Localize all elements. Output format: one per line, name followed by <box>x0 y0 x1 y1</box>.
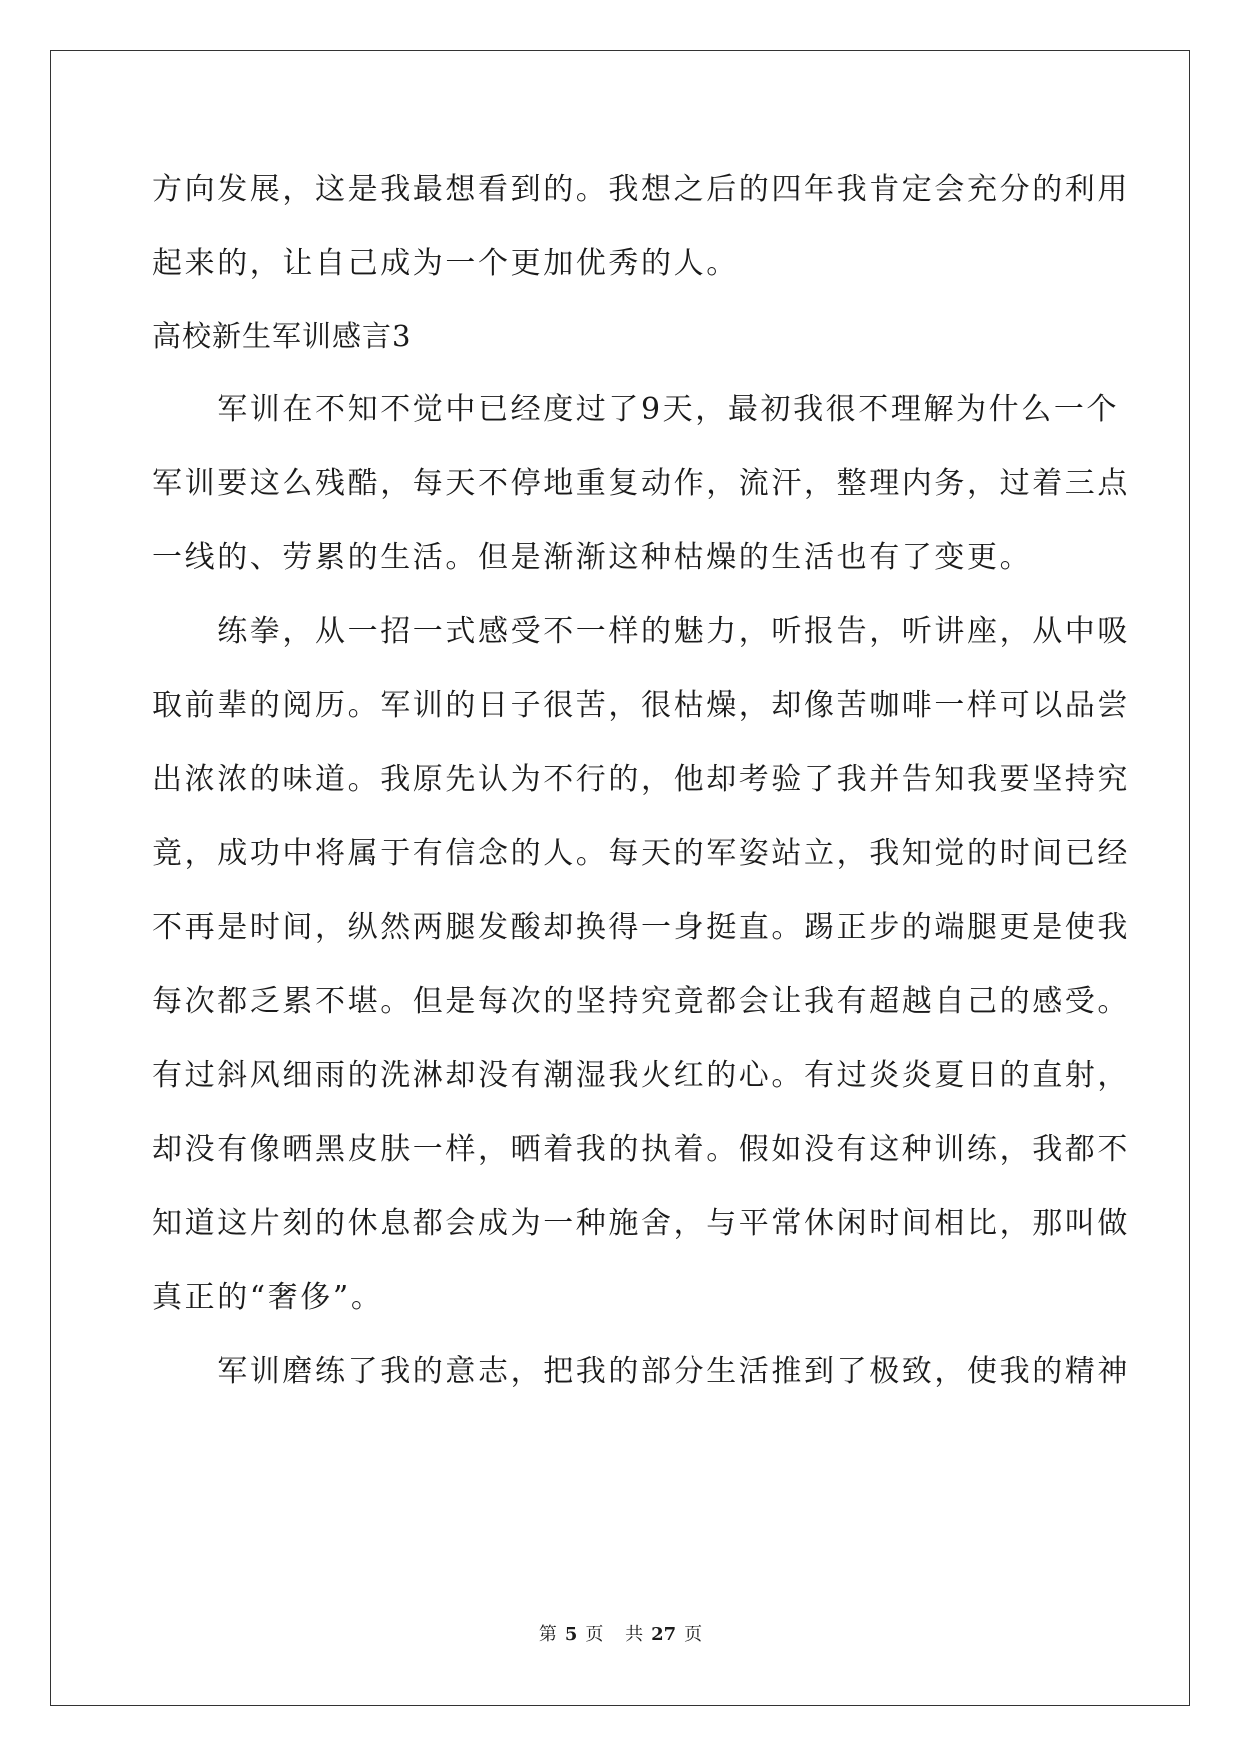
paragraph-line: 练拳，从一招一式感受不一样的魅力，听报告，听讲座，从中吸 <box>152 614 1130 649</box>
paragraph-line: 一线的、劳累的生活。但是渐渐这种枯燥的生活也有了变更。 <box>152 540 1033 575</box>
paragraph-line: 竟，成功中将属于有信念的人。每天的军姿站立，我知觉的时间已经 <box>152 836 1130 871</box>
page-number: 5 <box>564 1624 578 1645</box>
paragraph-line: 知道这片刻的休息都会成为一种施舍，与平常休闲时间相比，那叫做 <box>152 1206 1130 1241</box>
paragraph-line: 方向发展，这是我最想看到的。我想之后的四年我肯定会充分的利用 <box>152 172 1130 207</box>
total-suffix: 页 <box>684 1624 703 1645</box>
paragraph-line: 有过斜风细雨的洗淋却没有潮湿我火红的心。有过炎炎夏日的直射， <box>152 1058 1130 1093</box>
paragraph-line: 军训磨练了我的意志，把我的部分生活推到了极致，使我的精神 <box>152 1354 1130 1389</box>
page-footer <box>0 1620 1241 1646</box>
paragraph-line: 每次都乏累不堪。但是每次的坚持究竟都会让我有超越自己的感受。 <box>152 984 1130 1019</box>
section-heading: 高校新生军训感言3 <box>152 319 412 353</box>
page-suffix: 页 <box>585 1624 604 1645</box>
paragraph-line: 出浓浓的味道。我原先认为不行的，他却考验了我并告知我要坚持究 <box>152 762 1130 797</box>
paragraph-line: 不再是时间，纵然两腿发酸却换得一身挺直。踢正步的端腿更是使我 <box>152 910 1130 945</box>
total-pages: 27 <box>651 1624 677 1645</box>
paragraph-line: 军训要这么残酷，每天不停地重复动作，流汗，整理内务，过着三点 <box>152 466 1130 501</box>
paragraph-line: 军训在不知不觉中已经度过了9天，最初我很不理解为什么一个 <box>152 392 1120 427</box>
total-indicator <box>621 1624 706 1645</box>
total-prefix: 共 <box>625 1624 644 1645</box>
document-body <box>152 158 1130 1404</box>
paragraph-line: 起来的，让自己成为一个更加优秀的人。 <box>152 246 739 281</box>
paragraph-line: 真正的“奢侈”。 <box>152 1280 384 1315</box>
paragraph-line: 取前辈的阅历。军训的日子很苦，很枯燥，却像苦咖啡一样可以品尝 <box>152 688 1130 723</box>
paragraph-line: 却没有像晒黑皮肤一样，晒着我的执着。假如没有这种训练，我都不 <box>152 1132 1130 1167</box>
page-prefix: 第 <box>538 1624 557 1645</box>
page-indicator <box>535 1624 608 1645</box>
